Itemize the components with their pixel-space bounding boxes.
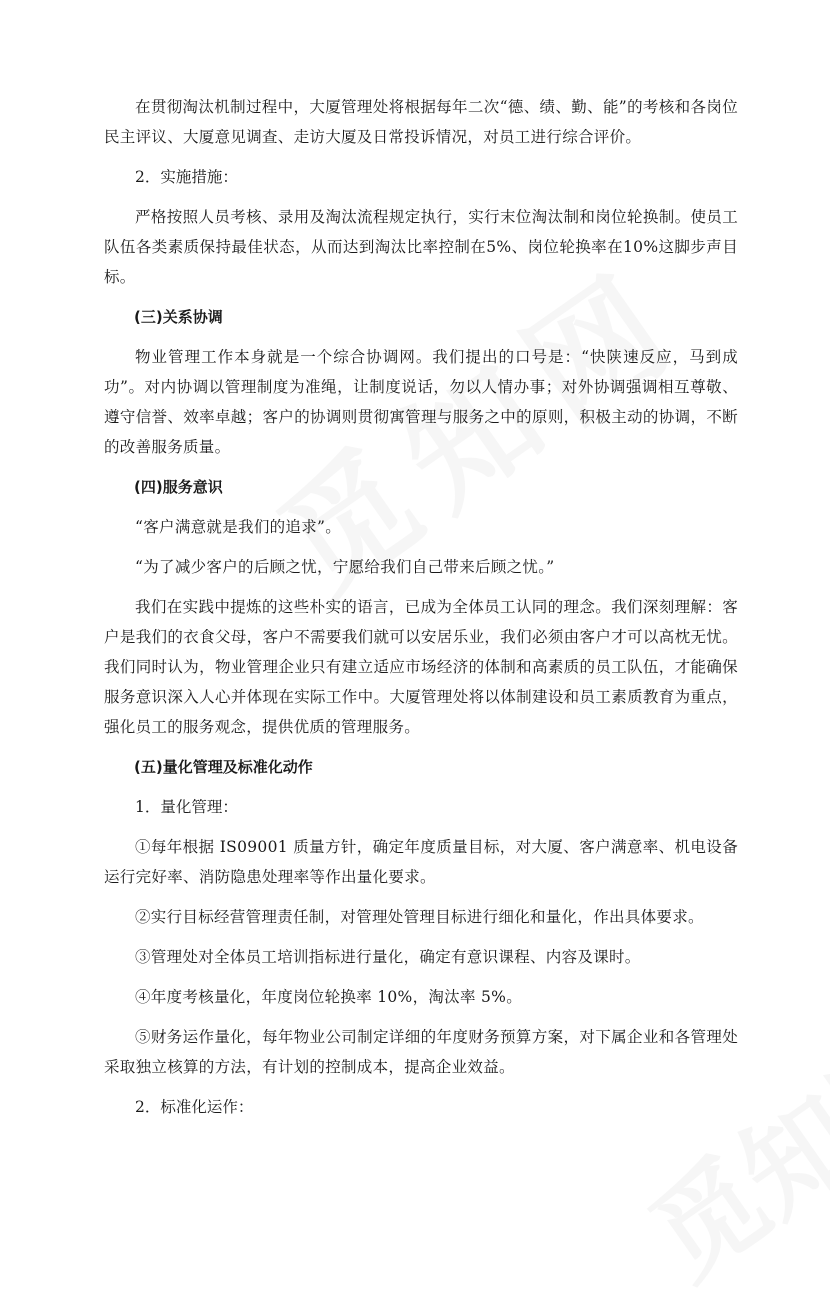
heading-coordination: (三)关系协调 — [134, 308, 223, 326]
paragraph-service-philosophy: 我们在实践中提炼的这些朴实的语言，已成为全体员工认同的理念。我们深刻理解：客户是我们的衣食父母，客户不需要我们就可以安居乐业，我们必须由客户才可以高枕无忧。我们同时认为，物业管理企业只有建立适应市场经济的体制和高素质的员工队伍，才能确保服务意识深入人心并体现在实际工作中。大厦管理处将以体制建设和员工素质教育为重点，强化员工的服务观念，提供优质的管理服务。 — [104, 598, 738, 736]
paragraph-measures: 严格按照人员考核、录用及淘汰流程规定执行，实行末位淘汰制和岗位轮换制。使员工队伍各类素质保持最佳状态，从而达到淘汰比率控制在5%、岗位轮换率在10%这脚步声目标。 — [104, 208, 738, 286]
list-item-quality-goals: ①每年根据 IS09001 质量方针，确定年度质量目标，对大厦、客户满意率、机电设备运行完好率、消防隐患处理率等作出量化要求。 — [104, 838, 738, 886]
heading-quantified-management: (五)量化管理及标准化动作 — [134, 758, 313, 776]
quote-customer-worries: “为了减少客户的后顾之忧，宁愿给我们自己带来后顾之忧。” — [135, 558, 555, 576]
list-item-training-metrics: ③管理处对全体员工培训指标进行量化，确定有意识课程、内容及课时。 — [135, 948, 641, 966]
list-item-annual-assessment: ④年度考核量化，年度岗位轮换率 10%，淘汰率 5%。 — [135, 988, 522, 1006]
subheading-measures: 2．实施措施： — [135, 168, 238, 186]
paragraph-evaluation: 在贯彻淘汰机制过程中，大厦管理处将根据每年二次“德、绩、勤、能”的考核和各岗位民主评议、大厦意见调查、走访大厦及日常投诉情况，对员工进行综合评价。 — [104, 98, 738, 146]
list-item-target-responsibility: ②实行目标经营管理责任制，对管理处管理目标进行细化和量化，作出具体要求。 — [135, 908, 704, 926]
paragraph-coordination: 物业管理工作本身就是一个综合协调网。我们提出的口号是：“快陕速反应，马到成功”。对内协调以管理制度为准绳，让制度说话，勿以人情办事；对外协调强调相互尊敬、遵守信誉、效率卓越；客户的协调则贯彻寓管理与服务之中的原则，积极主动的协调，不断的改善服务质量。 — [104, 348, 738, 456]
quote-customer-satisfaction: “客户满意就是我们的追求”。 — [135, 518, 342, 536]
subheading-standardized: 2．标准化运作： — [135, 1098, 254, 1116]
list-item-financial-operation: ⑤财务运作量化，每年物业公司制定详细的年度财务预算方案，对下属企业和各管理处采取独立核算的方法，有计划的控制成本，提高企业效益。 — [104, 1028, 738, 1076]
heading-service-awareness: (四)服务意识 — [134, 478, 223, 496]
document-body — [104, 92, 738, 1132]
subheading-quantified: 1．量化管理： — [135, 798, 238, 816]
